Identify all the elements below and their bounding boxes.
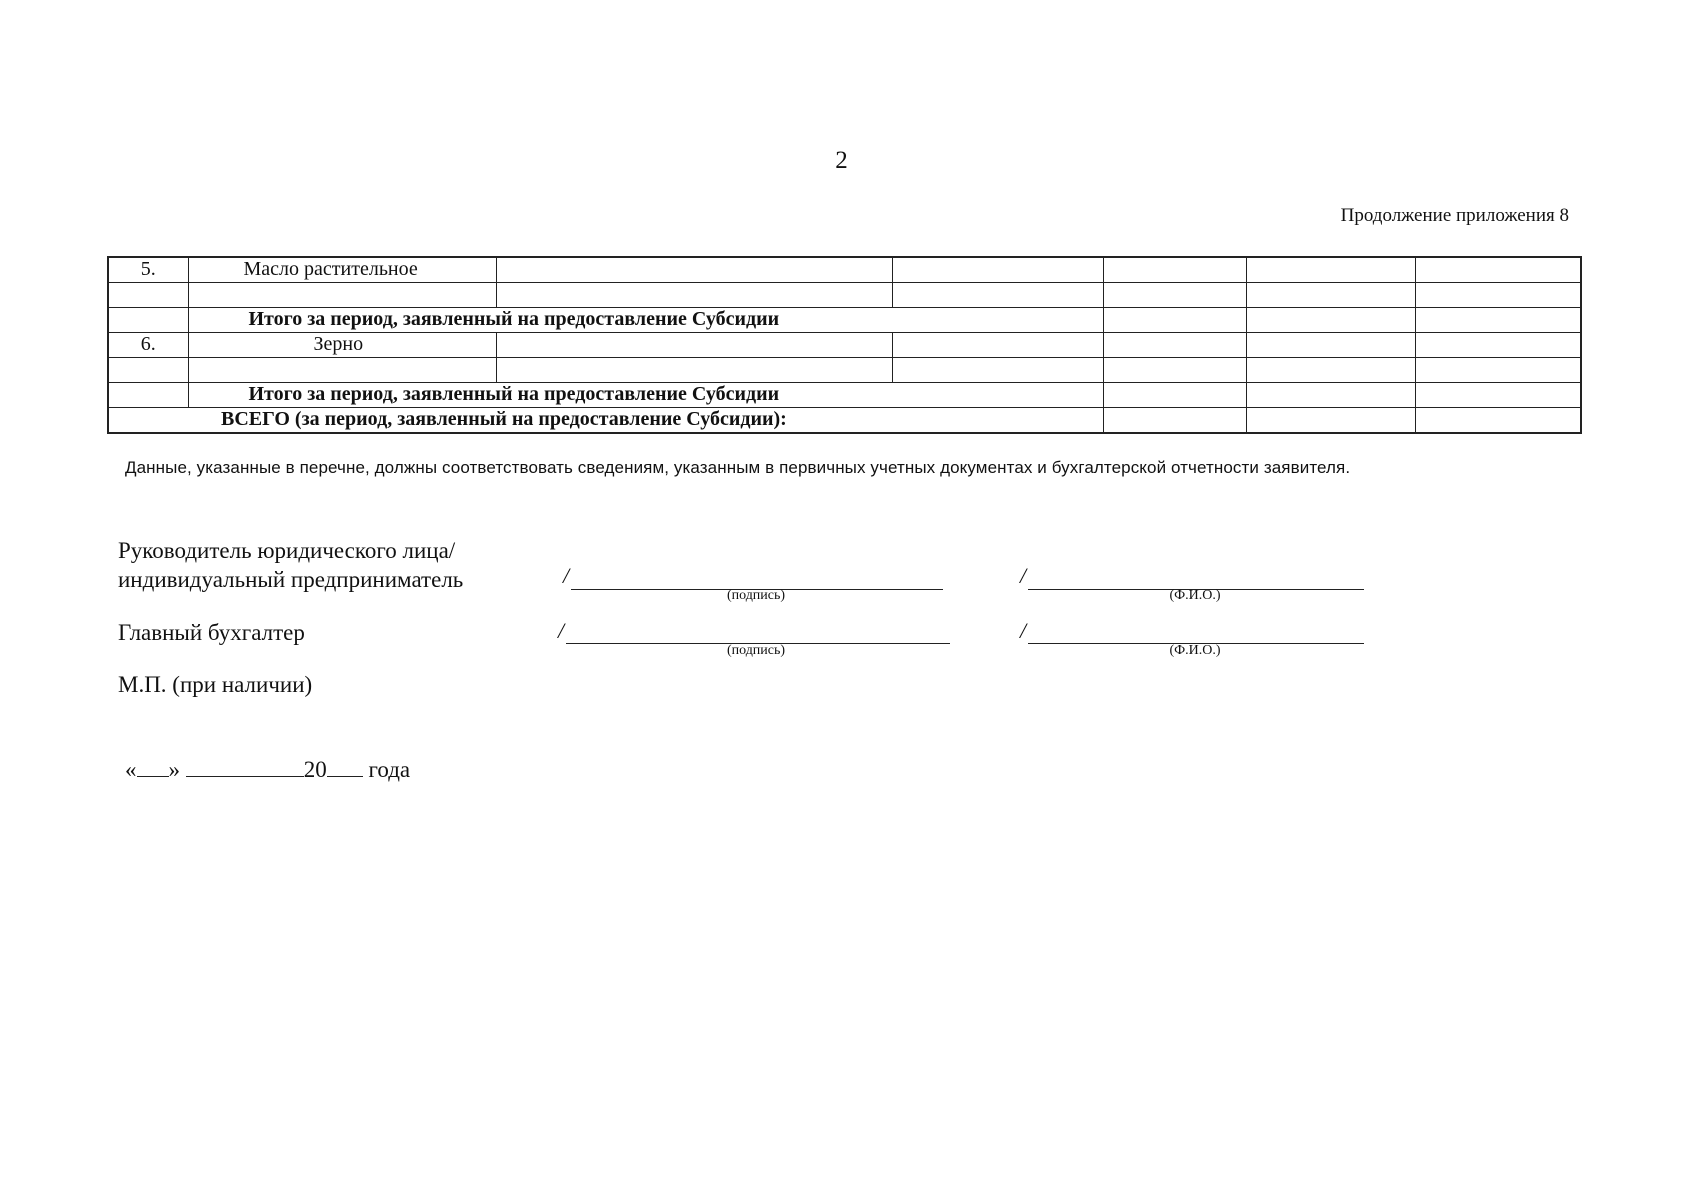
table-cell	[108, 358, 188, 383]
slash-mark: /	[558, 618, 565, 643]
row-number: 6.	[108, 333, 188, 358]
table-cell	[1246, 257, 1415, 283]
table-cell	[108, 283, 188, 308]
table-row	[108, 283, 1581, 308]
table-cell	[1246, 358, 1415, 383]
table-cell	[1415, 283, 1581, 308]
accountant-signature-line[interactable]	[566, 615, 950, 644]
stamp-label: М.П. (при наличии)	[118, 672, 313, 697]
table-row-grand-total	[108, 408, 1581, 434]
table-row	[108, 358, 1581, 383]
slash-mark: /	[1020, 563, 1027, 588]
head-signature-line[interactable]	[571, 561, 943, 590]
close-quote: »	[168, 757, 180, 782]
table-cell	[108, 308, 188, 333]
accountant-label: Главный бухгалтер	[118, 620, 305, 645]
open-quote: «	[125, 757, 137, 782]
day-blank[interactable]	[137, 756, 169, 777]
year-suffix: года	[368, 757, 411, 782]
table-cell	[1103, 283, 1246, 308]
table-cell	[188, 283, 496, 308]
table-cell	[188, 358, 496, 383]
product-name: Зерно	[188, 333, 496, 358]
product-name: Масло растительное	[188, 257, 496, 283]
year-blank[interactable]	[327, 756, 363, 777]
subtotal-label: Итого за период, заявленный на предоставление Субсидии	[188, 383, 1103, 408]
table-cell	[1103, 257, 1246, 283]
signature-caption: (подпись)	[726, 588, 786, 603]
month-blank[interactable]	[186, 756, 304, 777]
table-cell	[108, 383, 188, 408]
table-cell	[1415, 333, 1581, 358]
table-cell	[1103, 308, 1246, 333]
signature-caption: (подпись)	[726, 643, 786, 658]
table-cell	[1246, 308, 1415, 333]
data-note: Данные, указанные в перечне, должны соответствовать сведениям, указанным в первичных учетных документах и бухгалтерской отчетности заявителя.	[125, 458, 1351, 477]
table-cell	[892, 257, 1103, 283]
table-cell	[1415, 308, 1581, 333]
head-label-line1: Руководитель юридического лица/	[118, 538, 456, 563]
head-label-line2: индивидуальный предприниматель	[118, 567, 464, 592]
head-name-line[interactable]	[1028, 561, 1364, 590]
table-cell	[496, 283, 892, 308]
name-caption: (Ф.И.О.)	[1169, 643, 1221, 658]
century: 20	[303, 757, 327, 782]
name-caption: (Ф.И.О.)	[1169, 588, 1221, 603]
date-line	[125, 756, 410, 783]
table-cell	[892, 333, 1103, 358]
subsidy-table	[107, 256, 1582, 434]
table-cell	[496, 257, 892, 283]
continuation-label: Продолжение приложения 8	[1340, 205, 1569, 226]
table-cell	[1103, 383, 1246, 408]
row-number: 5.	[108, 257, 188, 283]
table-cell	[1246, 283, 1415, 308]
table-cell	[1246, 383, 1415, 408]
table-cell	[892, 283, 1103, 308]
slash-mark: /	[1020, 618, 1027, 643]
table-row	[108, 333, 1581, 358]
table-cell	[496, 333, 892, 358]
table-cell	[1415, 383, 1581, 408]
table-cell	[1246, 408, 1415, 434]
table-cell	[1103, 408, 1246, 434]
slash-mark: /	[563, 563, 570, 588]
page-number: 2	[835, 147, 848, 174]
grand-total-label: ВСЕГО (за период, заявленный на предоставление Субсидии):	[108, 408, 1103, 434]
table-cell	[892, 358, 1103, 383]
table-cell	[1415, 408, 1581, 434]
table-row-subtotal	[108, 383, 1581, 408]
table-cell	[1103, 358, 1246, 383]
table-cell	[1246, 333, 1415, 358]
table-cell	[1415, 257, 1581, 283]
subtotal-label: Итого за период, заявленный на предоставление Субсидии	[188, 308, 1103, 333]
accountant-name-line[interactable]	[1028, 615, 1364, 644]
table-row-subtotal	[108, 308, 1581, 333]
table-cell	[1103, 333, 1246, 358]
table-cell	[1415, 358, 1581, 383]
table-cell	[496, 358, 892, 383]
table-row	[108, 257, 1581, 283]
